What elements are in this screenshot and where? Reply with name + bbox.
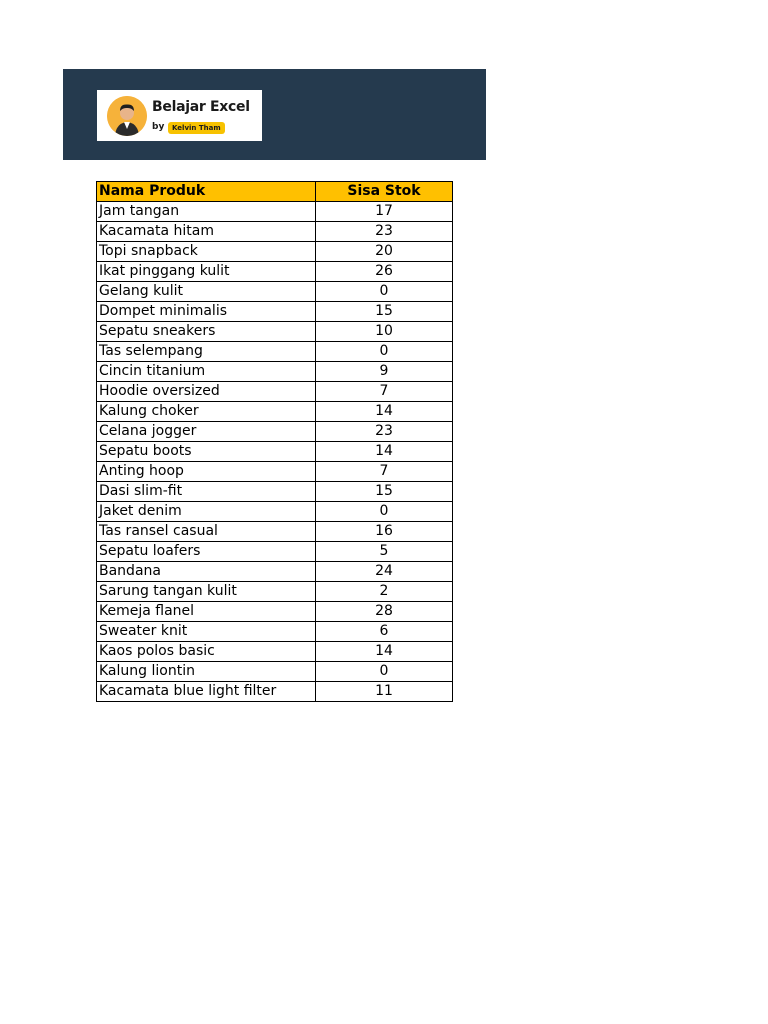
product-name-cell: Hoodie oversized bbox=[97, 382, 316, 402]
brand-title: Belajar Excel bbox=[152, 99, 250, 115]
table-row bbox=[97, 682, 453, 702]
stock-cell: 14 bbox=[316, 442, 453, 462]
table-row bbox=[97, 562, 453, 582]
product-name-cell: Kalung liontin bbox=[97, 662, 316, 682]
table-row bbox=[97, 622, 453, 642]
product-name-cell: Sepatu sneakers bbox=[97, 322, 316, 342]
product-name-cell: Gelang kulit bbox=[97, 282, 316, 302]
brand-by-label: by bbox=[152, 122, 165, 132]
stock-cell: 11 bbox=[316, 682, 453, 702]
brand-author-badge: Kelvin Tham bbox=[168, 122, 225, 134]
table-row bbox=[97, 302, 453, 322]
product-name-cell: Topi snapback bbox=[97, 242, 316, 262]
table-row bbox=[97, 662, 453, 682]
stock-cell: 24 bbox=[316, 562, 453, 582]
product-name-cell: Dompet minimalis bbox=[97, 302, 316, 322]
table-row bbox=[97, 502, 453, 522]
table-row bbox=[97, 222, 453, 242]
product-name-cell: Dasi slim-fit bbox=[97, 482, 316, 502]
table-row bbox=[97, 242, 453, 262]
person-avatar-icon bbox=[107, 96, 147, 136]
stock-cell: 20 bbox=[316, 242, 453, 262]
product-name-cell: Jam tangan bbox=[97, 202, 316, 222]
brand-logo bbox=[97, 90, 262, 141]
table-row bbox=[97, 362, 453, 382]
stock-table bbox=[96, 181, 453, 702]
stock-cell: 14 bbox=[316, 402, 453, 422]
stock-cell: 0 bbox=[316, 342, 453, 362]
table-row bbox=[97, 542, 453, 562]
product-name-cell: Kaos polos basic bbox=[97, 642, 316, 662]
product-name-cell: Cincin titanium bbox=[97, 362, 316, 382]
stock-cell: 26 bbox=[316, 262, 453, 282]
column-header-stock: Sisa Stok bbox=[316, 182, 453, 202]
table-row bbox=[97, 322, 453, 342]
stock-cell: 10 bbox=[316, 322, 453, 342]
table-row bbox=[97, 382, 453, 402]
product-name-cell: Jaket denim bbox=[97, 502, 316, 522]
stock-cell: 23 bbox=[316, 222, 453, 242]
stock-cell: 7 bbox=[316, 462, 453, 482]
stock-cell: 0 bbox=[316, 282, 453, 302]
table-row bbox=[97, 262, 453, 282]
stock-cell: 0 bbox=[316, 502, 453, 522]
stock-cell: 15 bbox=[316, 302, 453, 322]
product-name-cell: Anting hoop bbox=[97, 462, 316, 482]
table-row bbox=[97, 522, 453, 542]
table-row bbox=[97, 642, 453, 662]
table-row bbox=[97, 282, 453, 302]
stock-cell: 9 bbox=[316, 362, 453, 382]
product-name-cell: Sweater knit bbox=[97, 622, 316, 642]
column-header-product-name: Nama Produk bbox=[97, 182, 316, 202]
table-row bbox=[97, 482, 453, 502]
product-name-cell: Sepatu boots bbox=[97, 442, 316, 462]
table-row bbox=[97, 582, 453, 602]
stock-cell: 15 bbox=[316, 482, 453, 502]
table-row bbox=[97, 342, 453, 362]
stock-cell: 5 bbox=[316, 542, 453, 562]
table-header-row bbox=[97, 182, 453, 202]
stock-cell: 14 bbox=[316, 642, 453, 662]
product-name-cell: Kalung choker bbox=[97, 402, 316, 422]
product-name-cell: Kemeja flanel bbox=[97, 602, 316, 622]
stock-cell: 28 bbox=[316, 602, 453, 622]
product-name-cell: Kacamata hitam bbox=[97, 222, 316, 242]
table-row bbox=[97, 602, 453, 622]
product-name-cell: Sepatu loafers bbox=[97, 542, 316, 562]
stock-cell: 7 bbox=[316, 382, 453, 402]
stock-cell: 23 bbox=[316, 422, 453, 442]
product-name-cell: Bandana bbox=[97, 562, 316, 582]
table-row bbox=[97, 422, 453, 442]
stock-cell: 0 bbox=[316, 662, 453, 682]
stock-cell: 6 bbox=[316, 622, 453, 642]
stock-cell: 2 bbox=[316, 582, 453, 602]
stock-cell: 16 bbox=[316, 522, 453, 542]
product-name-cell: Tas ransel casual bbox=[97, 522, 316, 542]
table-row bbox=[97, 462, 453, 482]
table-row bbox=[97, 442, 453, 462]
product-name-cell: Sarung tangan kulit bbox=[97, 582, 316, 602]
table-row bbox=[97, 202, 453, 222]
product-name-cell: Ikat pinggang kulit bbox=[97, 262, 316, 282]
product-name-cell: Celana jogger bbox=[97, 422, 316, 442]
table-body bbox=[97, 202, 453, 702]
product-name-cell: Tas selempang bbox=[97, 342, 316, 362]
header-banner bbox=[63, 69, 486, 160]
table-row bbox=[97, 402, 453, 422]
product-name-cell: Kacamata blue light filter bbox=[97, 682, 316, 702]
stock-cell: 17 bbox=[316, 202, 453, 222]
